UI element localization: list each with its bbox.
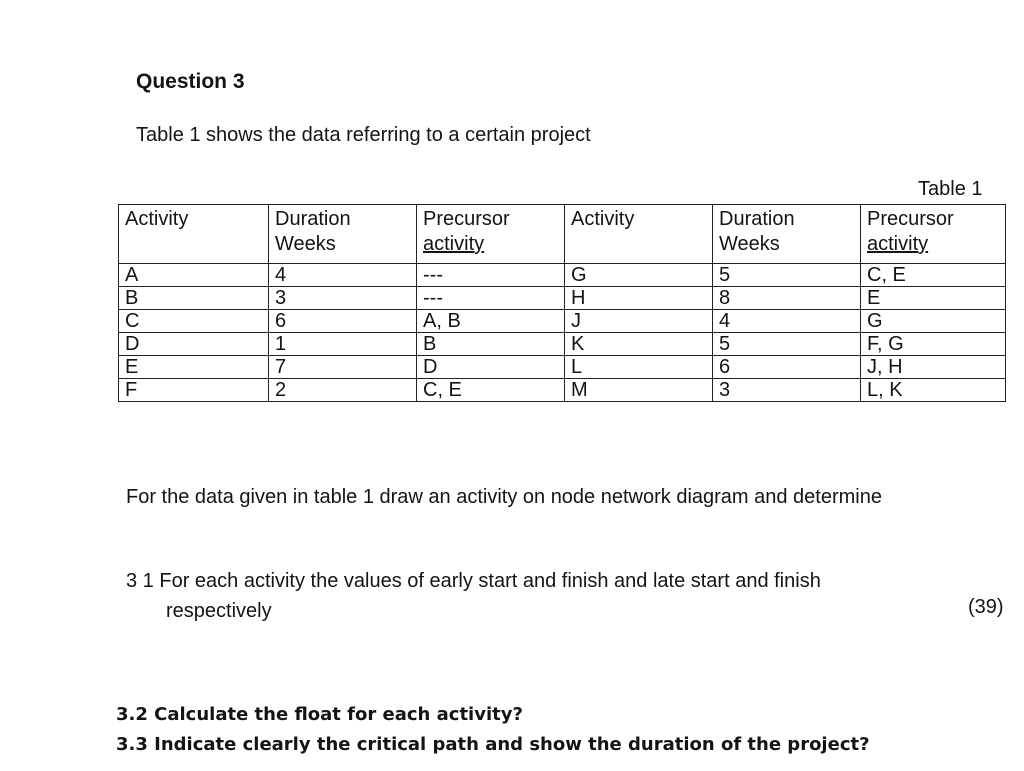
table-cell: 5: [713, 333, 861, 356]
table-cell: 2: [269, 379, 417, 402]
question-3-1: [126, 566, 821, 626]
header-line-1: Precursor: [867, 208, 954, 230]
table-cell: C, E: [861, 264, 1006, 287]
table-cell: 8: [713, 287, 861, 310]
header-line-1: Duration: [275, 208, 351, 230]
table-row: [119, 264, 1006, 287]
table-cell: J: [565, 310, 713, 333]
question-heading: Question 3: [136, 70, 245, 93]
table-cell: ---: [417, 264, 565, 287]
table-cell: E: [861, 287, 1006, 310]
header-line-2-text: activity: [423, 233, 485, 255]
question-3-1-line2: respectively: [166, 600, 272, 622]
table-cell: J, H: [861, 356, 1006, 379]
table-cell: 6: [713, 356, 861, 379]
header-line-2: [719, 232, 854, 257]
table-cell: H: [565, 287, 713, 310]
table-cell: M: [565, 379, 713, 402]
table-cell: B: [119, 287, 269, 310]
table-header-cell: [269, 205, 417, 264]
table-cell: C: [119, 310, 269, 333]
header-line-1: Activity: [571, 208, 635, 230]
table-row: [119, 356, 1006, 379]
table-cell: 4: [269, 264, 417, 287]
table-cell: A, B: [417, 310, 565, 333]
table-row: [119, 333, 1006, 356]
table-header-cell: [565, 205, 713, 264]
table-cell: 3: [713, 379, 861, 402]
table-cell: L: [565, 356, 713, 379]
table-cell: L, K: [861, 379, 1006, 402]
header-line-2-text: Weeks: [719, 233, 780, 255]
table-cell: B: [417, 333, 565, 356]
table-cell: ---: [417, 287, 565, 310]
header-line-2: [275, 232, 410, 257]
table-header-row: [119, 205, 1006, 264]
table-cell: A: [119, 264, 269, 287]
table-cell: 4: [713, 310, 861, 333]
table-cell: G: [861, 310, 1006, 333]
table-row: [119, 310, 1006, 333]
table-cell: 6: [269, 310, 417, 333]
table-header-cell: [119, 205, 269, 264]
intro-text: Table 1 shows the data referring to a certain project: [136, 124, 591, 146]
table-header-cell: [861, 205, 1006, 264]
table-cell: E: [119, 356, 269, 379]
header-line-2-text: Weeks: [275, 233, 336, 255]
header-line-1: Duration: [719, 208, 795, 230]
table-cell: 5: [713, 264, 861, 287]
header-line-1: Activity: [125, 208, 189, 230]
header-line-2: [867, 232, 999, 257]
table-cell: C, E: [417, 379, 565, 402]
header-line-2-text: activity: [867, 233, 929, 255]
table-cell: 3: [269, 287, 417, 310]
question-3-1-marks: (39): [968, 596, 1004, 618]
header-line-1: Precursor: [423, 208, 510, 230]
table-row: [119, 287, 1006, 310]
header-line-2: [423, 232, 558, 257]
question-3-2: 3.2 Calculate the float for each activity?: [116, 704, 523, 725]
table-cell: F, G: [861, 333, 1006, 356]
project-data-table: [118, 204, 1006, 402]
table-cell: 7: [269, 356, 417, 379]
table-cell: G: [565, 264, 713, 287]
table-cell: D: [417, 356, 565, 379]
instruction-paragraph: For the data given in table 1 draw an activity on node network diagram and determine: [126, 486, 882, 508]
table-header-cell: [713, 205, 861, 264]
question-3-3: 3.3 Indicate clearly the critical path and show the duration of the project?: [116, 734, 870, 755]
table-cell: F: [119, 379, 269, 402]
table-caption: Table 1: [918, 178, 983, 200]
table-cell: K: [565, 333, 713, 356]
table-cell: D: [119, 333, 269, 356]
table-row: [119, 379, 1006, 402]
question-3-1-line1: 3 1 For each activity the values of early start and finish and late start and finish: [126, 570, 821, 592]
table-cell: 1: [269, 333, 417, 356]
table-header-cell: [417, 205, 565, 264]
